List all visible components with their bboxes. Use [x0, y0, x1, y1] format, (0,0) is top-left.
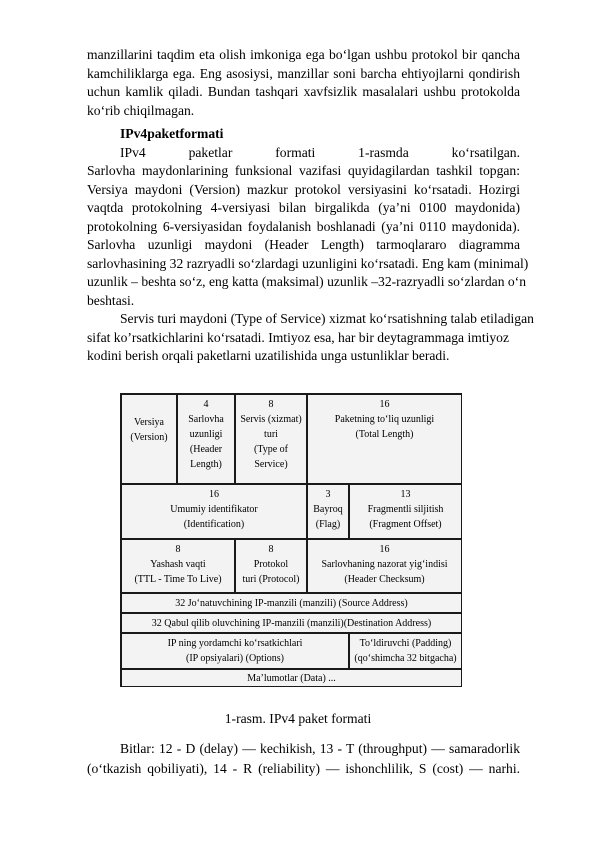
intro-line: kamchiliklarga ega. Eng asosiysi, manzillar soni barcha ehtiyojlarni qondirish — [87, 65, 520, 81]
cell-text: (Header — [189, 444, 223, 455]
bit-count: 16 — [379, 544, 390, 555]
cell-padding — [349, 633, 462, 669]
bit-count: 8 — [175, 544, 181, 555]
bit-count: 8 — [268, 399, 274, 410]
body-line: Sarlovha uzunligi maydoni (Header Length) tarmoqlararo diagramma — [87, 237, 520, 252]
cell-text: turi — [264, 429, 278, 440]
cell-header-checksum — [307, 539, 462, 593]
cell-text: 32 Qabul qilib oluvchining IP-manzili (manzili)(Destination Address) — [151, 618, 432, 629]
body-line: Bitlar: 12 - D (delay) — kechikish, 13 - T (throughput) — samaradorlik — [120, 741, 520, 756]
cell-text: (Version) — [130, 432, 168, 443]
cell-text: Servis (xizmat) — [240, 414, 302, 425]
cell-text: IP ning yordamchi ko‘rsatkichlari — [167, 638, 303, 649]
cell-source-address — [121, 593, 462, 613]
cell-text: Fragmentli siljitish — [367, 504, 444, 515]
bit-count: 8 — [268, 544, 274, 555]
cell-text: Sarlovha — [188, 414, 224, 425]
bit-count: 16 — [379, 399, 390, 410]
body-line: vaqtda protokolning 4-versiyasi bilan birgalikda (ya’ni 0100 maydonida) — [87, 200, 520, 215]
cell-text: Length) — [190, 459, 222, 470]
cell-text: Protokol — [253, 559, 289, 570]
body-line: sarlovhasining 32 razryadli so‘zlardagi uzunligini ko‘rsatadi. Eng kam (minimal) — [87, 255, 529, 271]
cell-text: Sarlovhaning nazorat yig‘indisi — [321, 559, 448, 570]
ipv4-packet-format-figure — [120, 393, 462, 687]
cell-identification — [121, 484, 307, 539]
cell-text: Yashash vaqti — [150, 559, 206, 570]
cell-text: 32 Jo‘natuvchining IP-manzili (manzili) (Source Address) — [175, 598, 408, 609]
cell-text: (Identification) — [183, 519, 245, 530]
body-line: (o‘tkazish qobiliyati), 14 - R (reliability) — ishonchlilik, S (cost) — narhi. — [87, 761, 520, 776]
section-heading: IPv4paketformati — [120, 126, 224, 141]
cell-text: (Total Length) — [355, 429, 414, 440]
body-line: Sarlovha maydonlarining funksional vazifasi quyidagilardan tashkil topgan: — [87, 163, 520, 178]
cell-text: uzunligi — [189, 429, 223, 440]
body-line: beshtasi. — [87, 292, 135, 308]
cell-destination-address — [121, 613, 462, 633]
bit-count: 16 — [209, 489, 219, 500]
cell-text: Bayroq — [313, 504, 343, 515]
cell-header-length — [177, 394, 235, 484]
bit-count: 4 — [203, 399, 209, 410]
cell-service-type — [235, 394, 307, 484]
cell-text: To‘ldiruvchi (Padding) — [359, 638, 452, 649]
bit-count: 3 — [325, 489, 331, 500]
cell-text: Versiya — [134, 417, 164, 428]
cell-flag — [307, 484, 349, 539]
cell-text: (Header Checksum) — [344, 574, 425, 585]
body-line: protokolning 6-versiyasidan foydalanish boshlanadi (ya’ni 0110 maydonida). — [87, 218, 520, 234]
body-line: sifat ko’rsatkichlarini ko‘rsatadi. Imtiyoz esa, har bir deytagrammaga imtiyoz — [87, 329, 510, 345]
bit-count: 13 — [400, 489, 411, 500]
cell-protocol — [235, 539, 307, 593]
body-line: kodini berish orqali paketlarni uzatilishida unga ustunliklar beradi. — [87, 348, 450, 363]
figure-caption: 1-rasm. IPv4 paket formati — [224, 711, 372, 726]
cell-ttl — [121, 539, 235, 593]
body-line: uzunlik – beshta so‘z, eng katta (maksimal) uzunlik –32-razryadli so‘zlardan o‘n — [87, 274, 527, 289]
body-line: Versiya maydoni (Version) mazkur protokol versiyasini ko‘rsatadi. Hozirgi — [87, 181, 520, 197]
cell-text: (Type of — [253, 444, 288, 455]
cell-text: Umumiy identifikator — [170, 504, 258, 515]
cell-fragment-offset — [349, 484, 462, 539]
cell-text: (IP opsiyalari) (Options) — [186, 653, 284, 664]
cell-text: Ma’lumotlar (Data) ... — [247, 673, 336, 684]
cell-text: Paketning to‘liq uzunligi — [334, 414, 435, 425]
cell-text: (TTL - Time To Live) — [134, 574, 222, 585]
cell-total-length — [307, 394, 462, 484]
cell-text: Service) — [254, 459, 288, 470]
cell-text: (Fragment Offset) — [369, 519, 442, 530]
cell-version — [121, 394, 177, 484]
cell-data — [121, 669, 462, 687]
intro-line: uchun kamlik qiladi. Bundan tashqari xavfsizlik masalalari ushbu protokolda — [87, 84, 520, 99]
body-line: IPv4 paketlar formati 1-rasmda ko‘rsatilgan. — [120, 144, 520, 160]
cell-text: turi (Protocol) — [242, 574, 300, 585]
cell-options — [121, 633, 349, 669]
body-line: Servis turi maydoni (Type of Service) xizmat ko‘rsatishning talab etiladigan — [120, 311, 534, 326]
intro-line: manzillarini taqdim eta olish imkoniga ega bo‘lgan ushbu protokol bir qancha — [87, 47, 520, 62]
cell-text: (Flag) — [315, 519, 341, 530]
cell-text: (qo‘shimcha 32 bitgacha) — [354, 653, 457, 664]
intro-line: ko‘rib chiqilmagan. — [87, 102, 195, 118]
